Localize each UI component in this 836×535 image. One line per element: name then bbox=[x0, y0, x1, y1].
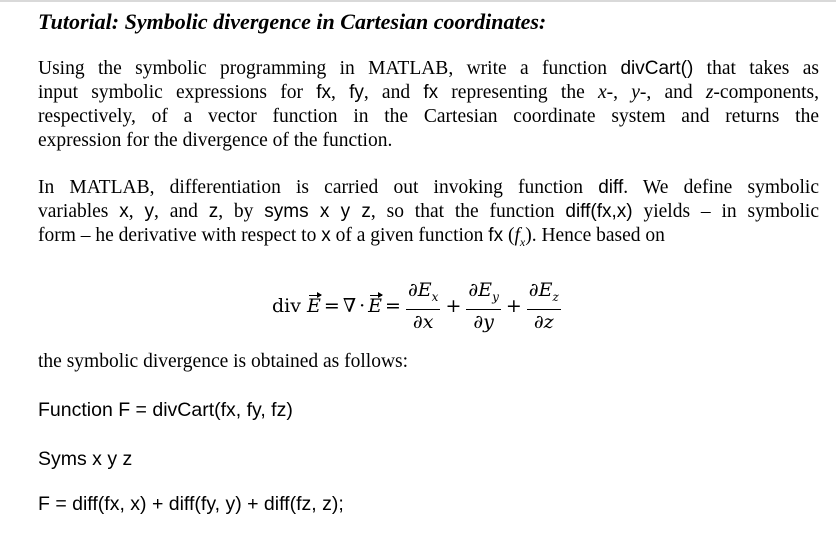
code-line-function: Function F = divCart(fx, fy, fz) bbox=[38, 399, 293, 421]
p2-line-1: In MATLAB, differentiation is carried out invoking function diff. We define symbolic bbox=[38, 177, 819, 198]
problem-paragraph bbox=[38, 57, 819, 153]
p2-line-2: variables x, y, and z, by syms x y z, so that the function diff(fx,x) yields – in symbolic bbox=[38, 201, 820, 222]
divergence-equation: div E = ∇ · E = $\frac{\partial E_x}{\partial x}$ + $\frac{\partial E_y}{\partial y}$ + $\frac{\partial E_z}{\partial z}$ bbox=[272, 279, 559, 333]
explanation-paragraph bbox=[38, 176, 819, 254]
partial-x-fraction: $\frac{\partial E_x}{\partial x}$ bbox=[407, 279, 439, 333]
code-line-result: F = diff(fx, x) + diff(fy, y) + diff(fz, z); bbox=[38, 493, 344, 515]
p1-line-2: input symbolic expressions for fx, fy, and fx representing the x-, y-, and z-components, bbox=[38, 82, 820, 103]
tutorial-title: Tutorial: Symbolic divergence in Cartesian coordinates: bbox=[38, 9, 547, 34]
p1-line-1: Using the symbolic programming in MATLAB, write a function divCart() that takes as bbox=[38, 58, 819, 79]
function-name: divCart() bbox=[620, 58, 694, 79]
vector-e: E bbox=[368, 295, 383, 317]
partial-z-fraction: $\frac{\partial E_z}{\partial z}$ bbox=[528, 279, 559, 333]
top-rule bbox=[0, 0, 836, 2]
p1-line-3: respectively, of a vector function in the Cartesian coordinate system and returns the bbox=[38, 106, 819, 127]
code-line-syms: Syms x y z bbox=[38, 448, 133, 470]
p1-line-4: expression for the divergence of the function. bbox=[38, 130, 393, 151]
nabla-symbol: ∇ bbox=[342, 295, 357, 317]
conclusion-text: the symbolic divergence is obtained as follows: bbox=[38, 351, 409, 372]
p2-line-3: form – he derivative with respect to x of a given function fx $(f_x)$. Hence based on bbox=[38, 225, 665, 249]
vector-e: E bbox=[307, 295, 321, 317]
partial-y-fraction: $\frac{\partial E_y}{\partial y}$ bbox=[468, 279, 499, 333]
